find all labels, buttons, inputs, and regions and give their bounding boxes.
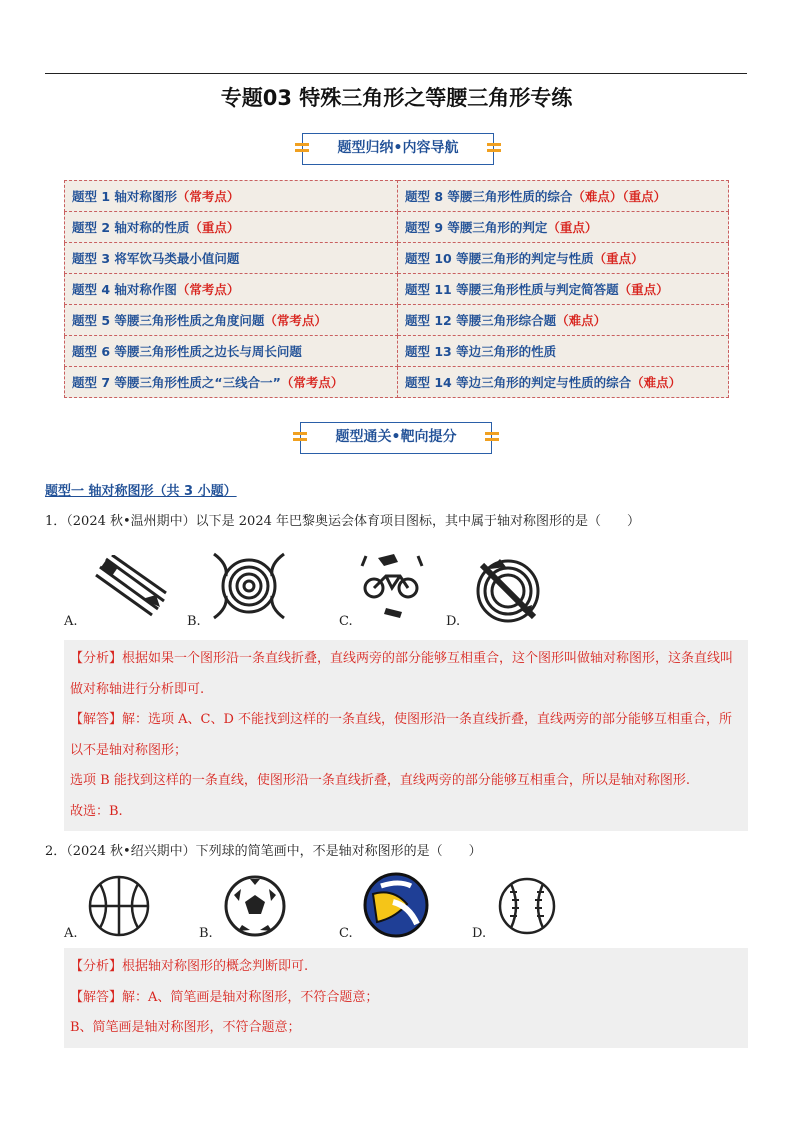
question-2-solution: [64, 948, 748, 1048]
option-d[interactable]: D.: [446, 614, 461, 629]
nav-item[interactable]: 题型 2 轴对称的性质（重点）: [65, 212, 398, 243]
rowing-emblem-icon: [470, 555, 548, 625]
nav-item[interactable]: 题型 12 等腰三角形综合题（难点）: [398, 305, 729, 336]
option-b[interactable]: B.: [187, 614, 201, 629]
nav-row: [65, 274, 729, 305]
banner-deco-icon: [487, 142, 501, 156]
soccer-ball-icon: [224, 875, 286, 937]
option-a[interactable]: A.: [64, 926, 78, 941]
topic-nav-table: [64, 180, 729, 398]
practice-banner: [300, 422, 492, 454]
nav-item[interactable]: 题型 6 等腰三角形性质之边长与周长问题: [65, 336, 398, 367]
nav-row: [65, 336, 729, 367]
basketball-icon: [88, 875, 150, 937]
nav-item[interactable]: 题型 3 将军饮马类最小值问题: [65, 243, 398, 274]
answer-text: 【解答】解：选项 A、C、D 不能找到这样的一条直线，使图形沿一条直线折叠，直线两旁的部分能够互相重合，所以不是轴对称图形；: [70, 712, 733, 758]
nav-item[interactable]: 题型 14 等边三角形的判定与性质的综合（难点）: [398, 367, 729, 398]
nav-item[interactable]: 题型 5 等腰三角形性质之角度问题（常考点）: [65, 305, 398, 336]
archery-target-icon: [210, 550, 288, 622]
nav-item[interactable]: 题型 7 等腰三角形性质之“三线合一”（常考点）: [65, 367, 398, 398]
nav-banner-label: 题型归纳•内容导航: [337, 140, 459, 156]
analysis-text: 【分析】根据轴对称图形的概念判断即可.: [70, 959, 309, 974]
practice-banner-label: 题型通关•靶向提分: [335, 429, 457, 445]
page-title: 专题03 特殊三角形之等腰三角形专练: [220, 86, 573, 110]
nav-row: [65, 367, 729, 398]
nav-row: [65, 243, 729, 274]
question-2-stem: 2．（2024 秋•绍兴期中）下列球的简笔画中，不是轴对称图形的是（ ）: [45, 844, 482, 859]
question-1-solution: [64, 640, 748, 831]
nav-item[interactable]: 题型 1 轴对称图形（常考点）: [65, 181, 398, 212]
section-heading[interactable]: 题型一 轴对称图形（共 3 小题）: [45, 484, 237, 499]
answer-text: B、简笔画是轴对称图形，不符合题意；: [70, 1020, 301, 1035]
banner-deco-icon: [485, 431, 499, 445]
baseball-icon: [497, 876, 557, 936]
analysis-text: 【分析】根据如果一个图形沿一条直线折叠，直线两旁的部分能够互相重合，这个图形叫做轴对称图形，这条直线叫做对称轴进行分析即可.: [70, 651, 734, 697]
nav-item[interactable]: 题型 10 等腰三角形的判定与性质（重点）: [398, 243, 729, 274]
option-c[interactable]: C.: [339, 926, 353, 941]
nav-banner: [302, 133, 494, 165]
nav-row: [65, 181, 729, 212]
answer-text: 选项 B 能找到这样的一条直线，使图形沿一条直线折叠，直线两旁的部分能够互相重合，所以是轴对称图形.: [70, 773, 690, 788]
answer-text: 【解答】解：A、简笔画是轴对称图形，不符合题意；: [70, 989, 379, 1005]
nav-item[interactable]: 题型 11 等腰三角形性质与判定简答题（重点）: [398, 274, 729, 305]
nav-item[interactable]: 题型 9 等腰三角形的判定（重点）: [398, 212, 729, 243]
option-d[interactable]: D.: [472, 926, 487, 941]
nav-item[interactable]: 题型 4 轴对称作图（常考点）: [65, 274, 398, 305]
banner-deco-icon: [293, 431, 307, 445]
nav-row: [65, 212, 729, 243]
nav-row: [65, 305, 729, 336]
header-rule: [45, 73, 747, 74]
bmx-bike-icon: [360, 550, 424, 620]
option-c[interactable]: C.: [339, 614, 353, 629]
option-b[interactable]: B.: [199, 926, 213, 941]
nav-item[interactable]: 题型 8 等腰三角形性质的综合（难点）（重点）: [398, 181, 729, 212]
nav-item[interactable]: 题型 13 等边三角形的性质: [398, 336, 729, 367]
question-1-stem: 1．（2024 秋•温州期中）以下是 2024 年巴黎奥运会体育项目图标，其中属于轴对称图形的是（ ）: [45, 514, 641, 529]
badminton-icon: [92, 555, 168, 617]
option-a[interactable]: A.: [64, 614, 78, 629]
volleyball-icon: [363, 872, 429, 938]
choice-text: 故选：B.: [70, 803, 123, 819]
banner-deco-icon: [295, 142, 309, 156]
